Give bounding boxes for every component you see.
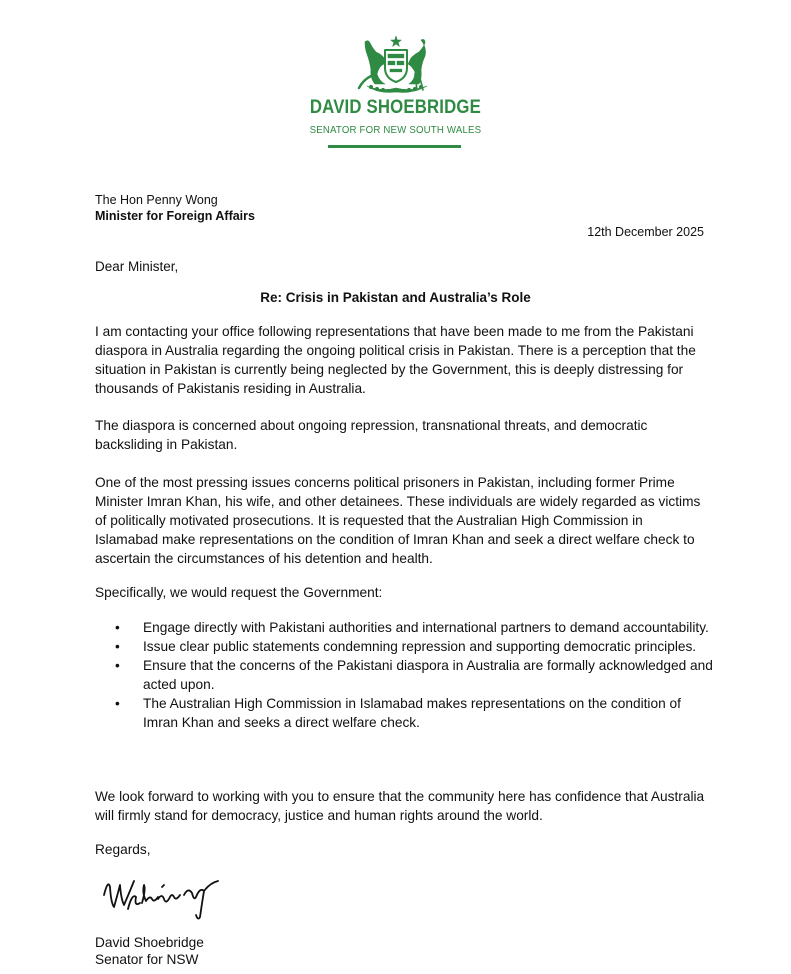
recipient-title: Minister for Foreign Affairs: [95, 209, 255, 223]
signoff-title: Senator for NSW: [95, 952, 199, 967]
signoff-name: David Shoebridge: [95, 935, 204, 950]
letter-date: 12th December 2025: [587, 225, 704, 239]
sender-role: SENATOR FOR NEW SOUTH WALES: [309, 124, 482, 136]
request-list: [95, 618, 715, 732]
body-paragraph: The diaspora is concerned about ongoing repression, transnational threats, and democratic backsliding in Pakistan.: [95, 418, 648, 452]
body-paragraph: One of the most pressing issues concerns political prisoners in Pakistan, including former Prime Minister Imran Khan, his wife, and other detainees. These individuals are widely regarded as victims of politically motivated prosecutions. It is requested that the Australian High Commission in Islamabad make representations on the condition of Imran Khan and seek a direct welfare check to ascertain the circumstances of his detention and health.: [95, 475, 701, 566]
recipient-name: The Hon Penny Wong: [95, 193, 218, 207]
request-intro: Specifically, we would request the Government:: [95, 585, 383, 600]
list-item: • Issue clear public statements condemning repression and supporting democratic principles.: [95, 637, 715, 656]
body-paragraph: I am contacting your office following representations that have been made to me from the Pakistani diaspora in Australia regarding the ongoing political crisis in Pakistan. There is a perception that the situation in Pakistan is currently being neglected by the Government, this is deeply distressing for thousands of Pakistanis residing in Australia.: [95, 324, 696, 396]
salutation: Dear Minister,: [95, 259, 179, 274]
subject-line: Re: Crisis in Pakistan and Australia’s Role: [260, 290, 531, 305]
list-item: • Ensure that the concerns of the Pakistani diaspora in Australia are formally acknowledged and acted upon.: [95, 656, 715, 694]
closing: Regards,: [95, 842, 151, 857]
signoff-block: [95, 934, 204, 968]
coat-of-arms-icon: [355, 34, 437, 94]
sender-name: DAVID SHOEBRIDGE: [309, 96, 481, 118]
signature-image: [100, 873, 225, 923]
list-item: • Engage directly with Pakistani authorities and international partners to demand accountability.: [95, 618, 715, 637]
closing-paragraph: We look forward to working with you to ensure that the community here has confidence that Australia will firmly stand for democracy, justice and human rights around the world.: [95, 789, 705, 823]
recipient-block: [95, 192, 255, 224]
list-item: • The Australian High Commission in Islamabad makes representations on the condition of Imran Khan and seeks a direct welfare check.: [95, 694, 715, 732]
header-divider: [328, 145, 461, 148]
